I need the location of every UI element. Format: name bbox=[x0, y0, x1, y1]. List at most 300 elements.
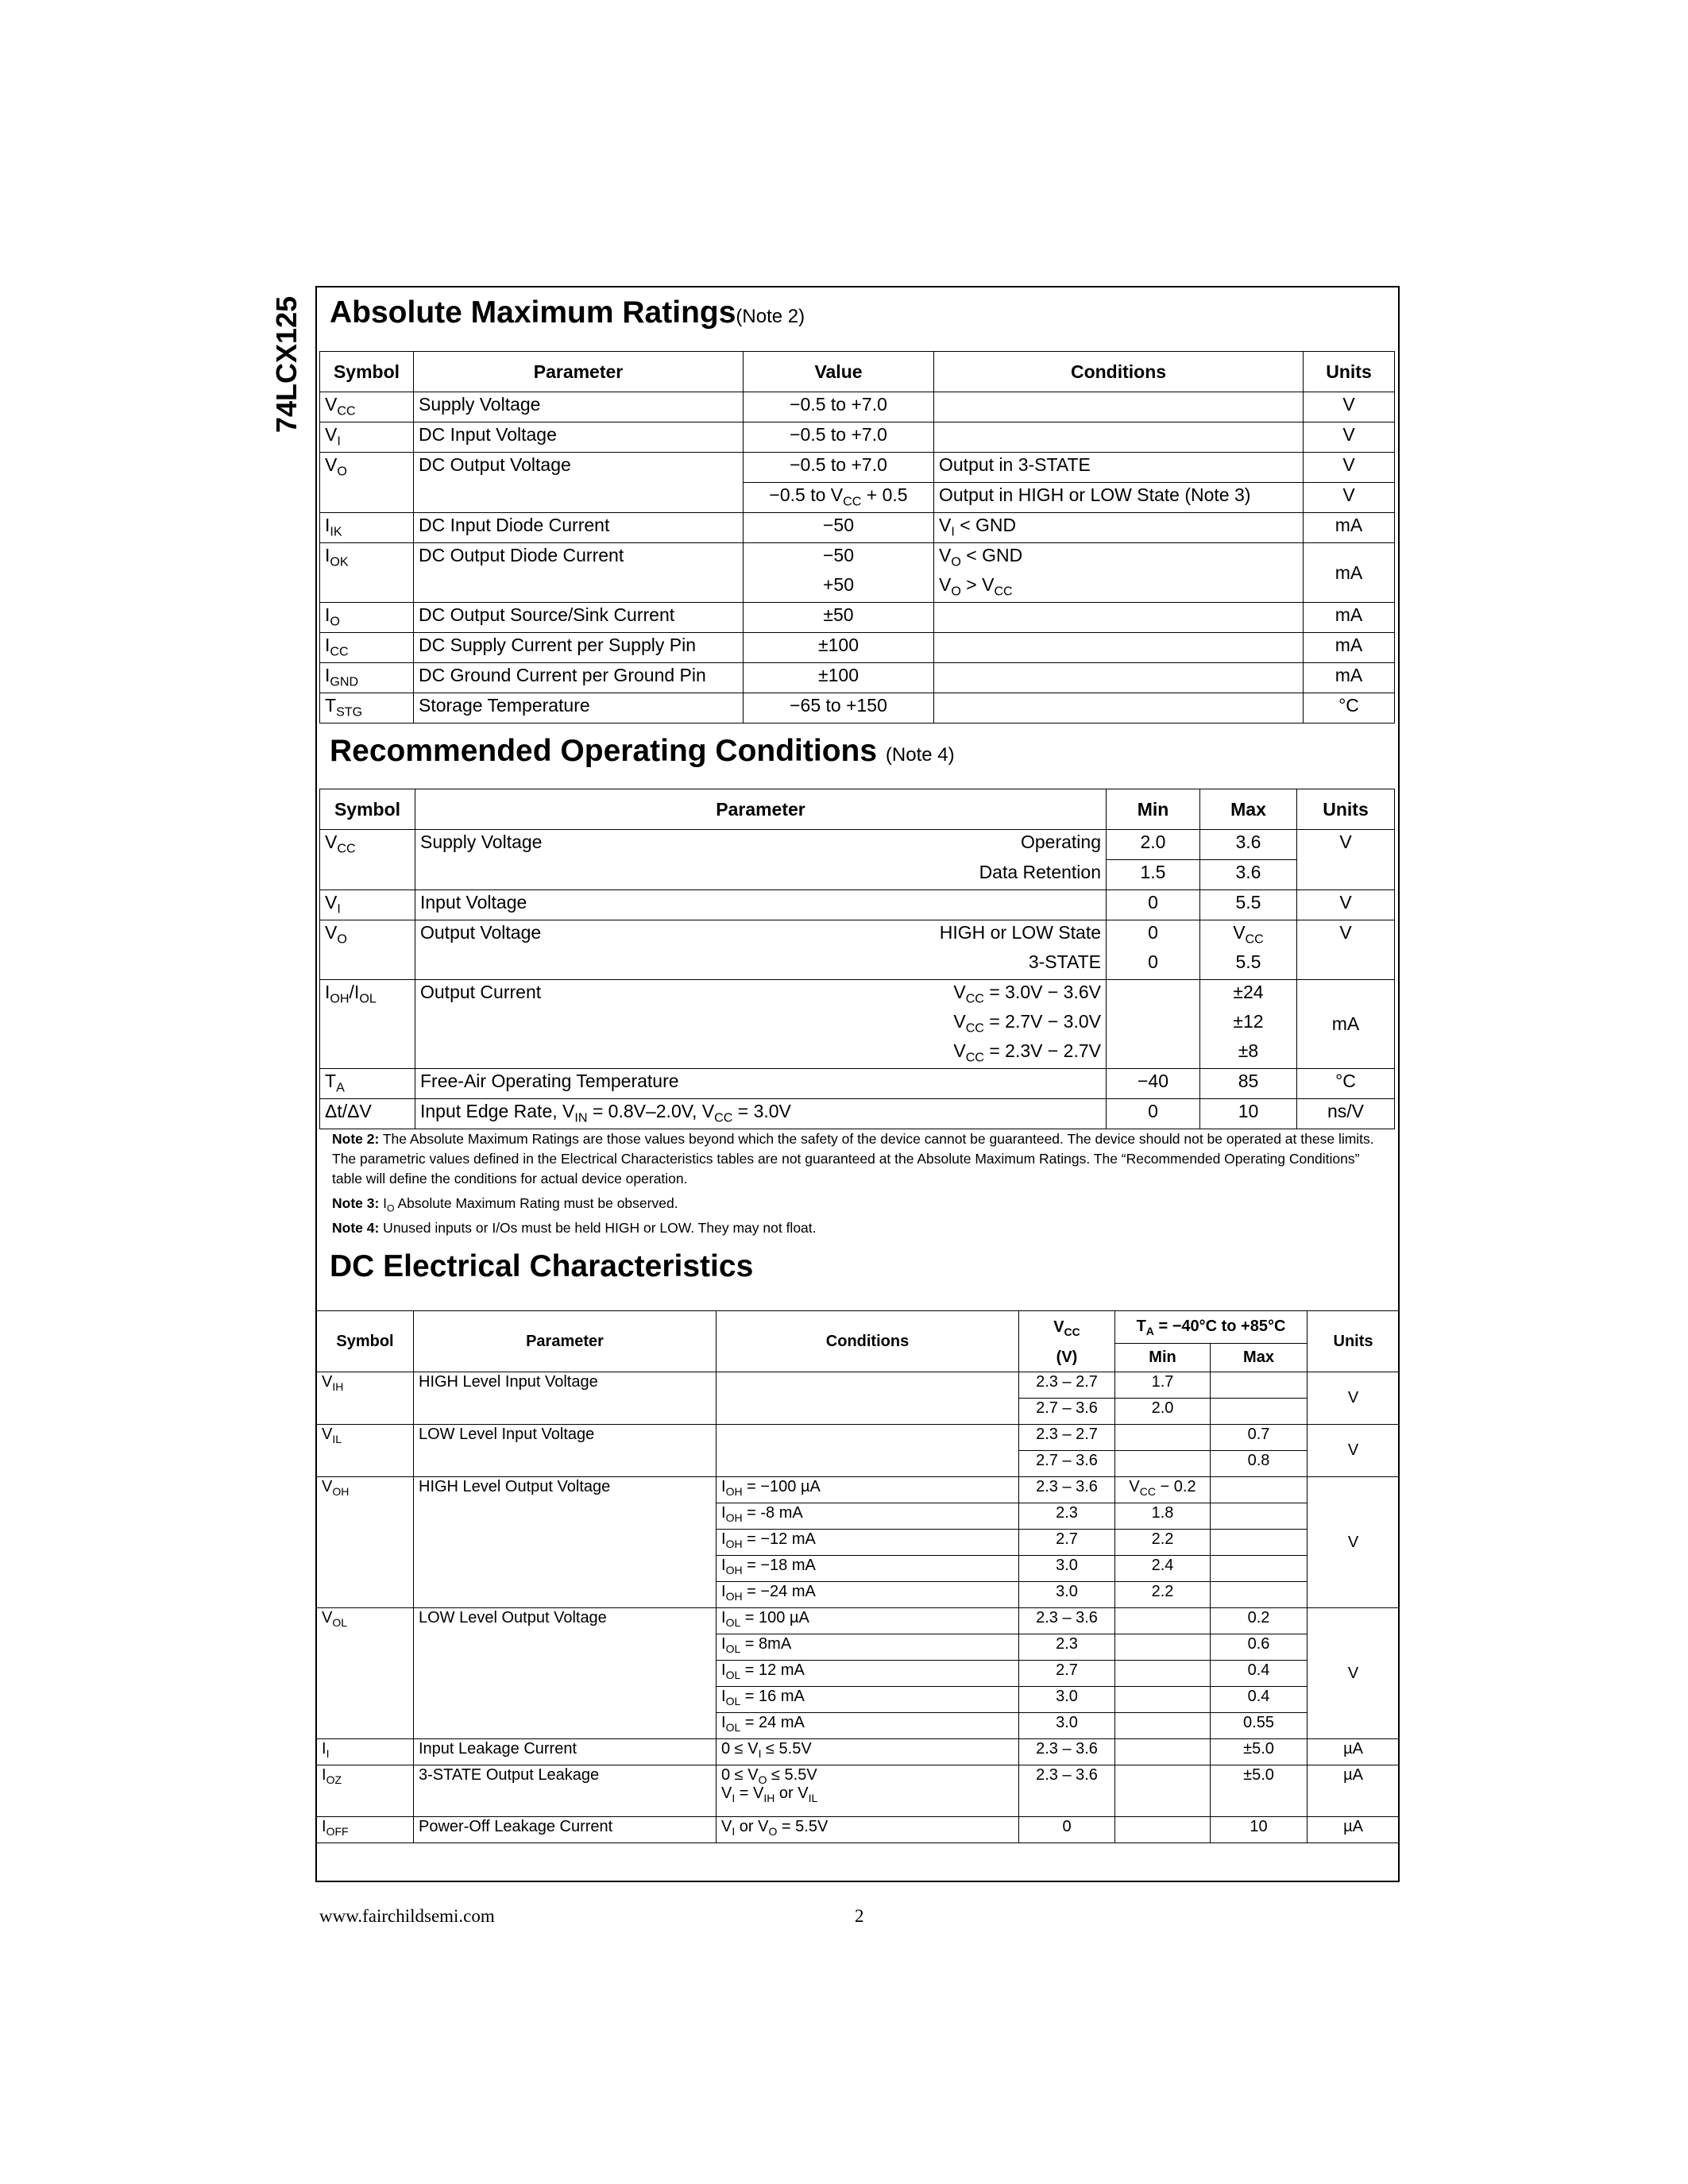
text: < GND bbox=[960, 545, 1023, 565]
table-cell: −0.5 to +7.0 bbox=[744, 423, 934, 453]
table-cell bbox=[717, 1372, 1019, 1425]
text: = 8mA bbox=[740, 1635, 792, 1653]
table-row bbox=[320, 920, 1395, 951]
text: V bbox=[953, 982, 966, 1002]
table-cell bbox=[317, 1608, 414, 1739]
table-cell: 3.0 bbox=[1019, 1713, 1115, 1739]
subscript: IN bbox=[574, 1110, 588, 1125]
subscript: OL bbox=[725, 1642, 741, 1655]
table-cell: mA bbox=[1304, 603, 1395, 633]
subscript: OL bbox=[725, 1668, 741, 1681]
table-cell: 2.3 bbox=[1019, 1503, 1115, 1530]
subscript: STG bbox=[336, 704, 363, 720]
table-row bbox=[317, 1372, 1400, 1399]
text: HIGH or LOW State bbox=[939, 922, 1101, 943]
subscript: IH bbox=[763, 1791, 775, 1804]
table-cell bbox=[320, 392, 414, 423]
text: V bbox=[1053, 1318, 1064, 1336]
text: I bbox=[325, 665, 330, 685]
subscript: IH bbox=[332, 1379, 344, 1393]
table-cell: V bbox=[1308, 1608, 1400, 1739]
subscript: CC bbox=[337, 403, 356, 419]
footer-url[interactable]: www.fairchildsemi.com bbox=[319, 1906, 495, 1926]
table-cell bbox=[1200, 920, 1297, 951]
text: = 2.3V − 2.7V bbox=[983, 1040, 1101, 1061]
table-cell: ±24 bbox=[1200, 980, 1297, 1010]
table-cell: °C bbox=[1297, 1069, 1395, 1099]
table-cell bbox=[934, 543, 1304, 573]
table-header-row bbox=[320, 789, 1395, 830]
text: = 5.5V bbox=[777, 1818, 829, 1835]
col-header bbox=[1019, 1311, 1115, 1344]
table-cell: 2.2 bbox=[1115, 1530, 1211, 1556]
table-cell: LOW Level Input Voltage bbox=[414, 1425, 717, 1477]
table-cell: LOW Level Output Voltage bbox=[414, 1608, 717, 1739]
table-cell: −65 to +150 bbox=[744, 693, 934, 723]
table-cell: ±100 bbox=[744, 663, 934, 693]
table-cell bbox=[415, 1009, 1107, 1039]
table-cell bbox=[317, 1425, 414, 1477]
table-row bbox=[320, 1039, 1395, 1069]
col-header: Units bbox=[1308, 1311, 1400, 1372]
text: + 0.5 bbox=[861, 484, 908, 505]
subscript: OH bbox=[330, 991, 350, 1006]
table-cell: −40 bbox=[1107, 1069, 1200, 1099]
table-cell bbox=[717, 1556, 1019, 1582]
text: 0 ≤ V bbox=[721, 1740, 759, 1758]
table-cell: −50 bbox=[744, 543, 934, 573]
notes-block bbox=[332, 1129, 1385, 1243]
col-header: Units bbox=[1304, 352, 1395, 392]
table-cell bbox=[414, 483, 744, 513]
text: V bbox=[322, 1609, 333, 1626]
table-cell bbox=[934, 693, 1304, 723]
table-cell: 85 bbox=[1200, 1069, 1297, 1099]
subscript: OH bbox=[725, 1511, 743, 1524]
subscript: O bbox=[337, 932, 347, 947]
roc-heading bbox=[330, 734, 955, 769]
col-header: Value bbox=[744, 352, 934, 392]
note-3 bbox=[332, 1194, 1385, 1214]
dc-electrical-characteristics-table bbox=[316, 1310, 1400, 1843]
table-cell: 2.3 – 2.7 bbox=[1019, 1425, 1115, 1451]
table-row bbox=[317, 1765, 1400, 1817]
note-2 bbox=[332, 1129, 1385, 1189]
table-row bbox=[320, 483, 1395, 513]
subscript: CC bbox=[994, 584, 1013, 599]
text: V bbox=[939, 515, 952, 535]
text: = V bbox=[735, 1785, 764, 1802]
subscript: OH bbox=[725, 1537, 743, 1550]
table-row bbox=[320, 1069, 1395, 1099]
table-cell: −0.5 to +7.0 bbox=[744, 392, 934, 423]
table-cell: 1.8 bbox=[1115, 1503, 1211, 1530]
table-cell: Output in HIGH or LOW State (Note 3) bbox=[934, 483, 1304, 513]
text: I bbox=[721, 1661, 726, 1679]
roc-title: Recommended Operating Conditions bbox=[330, 734, 878, 768]
subscript: O bbox=[951, 584, 961, 599]
table-cell: ±5.0 bbox=[1211, 1765, 1308, 1817]
table-cell: V bbox=[1297, 890, 1395, 920]
subscript: CC bbox=[1064, 1325, 1080, 1338]
subscript: CC bbox=[965, 991, 984, 1006]
table-cell: 2.0 bbox=[1115, 1399, 1211, 1425]
table-row bbox=[320, 423, 1395, 453]
table-cell bbox=[1115, 1608, 1211, 1634]
table-cell: 0 bbox=[1107, 920, 1200, 951]
recommended-operating-conditions-table bbox=[319, 789, 1395, 1129]
text: Operating bbox=[1020, 832, 1101, 852]
table-cell: V bbox=[1308, 1372, 1400, 1425]
table-cell: Storage Temperature bbox=[414, 693, 744, 723]
table-cell bbox=[717, 1477, 1019, 1503]
subscript: OZ bbox=[326, 1773, 342, 1786]
table-cell bbox=[717, 1713, 1019, 1739]
subscript: OL bbox=[332, 1615, 348, 1629]
table-row bbox=[317, 1608, 1400, 1634]
text: V bbox=[322, 1373, 333, 1391]
table-row bbox=[320, 693, 1395, 723]
text: V bbox=[953, 1011, 966, 1032]
table-cell bbox=[1211, 1477, 1308, 1503]
table-cell: 2.2 bbox=[1115, 1582, 1211, 1608]
table-cell bbox=[934, 663, 1304, 693]
table-cell: 0.7 bbox=[1211, 1425, 1308, 1451]
text: = -8 mA bbox=[742, 1504, 803, 1522]
text: Input Edge Rate, V bbox=[420, 1101, 575, 1121]
table-cell bbox=[1107, 980, 1200, 1069]
table-cell: ±50 bbox=[744, 603, 934, 633]
table-cell: ns/V bbox=[1297, 1099, 1395, 1129]
text: The Absolute Maximum Ratings are those values beyond which the safety of the device cannot be guaranteed. The device should not be operated at these limits. The parametric values defined in the Electrical Characteristics tables are not guaranteed at the Absolute Maximum Ratings. The “Recommended Operating Conditions” table will define the conditions for actual device operation. bbox=[332, 1131, 1374, 1187]
text: = 16 mA bbox=[740, 1688, 805, 1705]
subscript: OL bbox=[359, 991, 377, 1006]
table-row bbox=[317, 1817, 1400, 1843]
table-cell bbox=[1211, 1503, 1308, 1530]
text: − 0.2 bbox=[1155, 1478, 1196, 1495]
table-row bbox=[320, 453, 1395, 483]
absolute-max-ratings-table bbox=[319, 351, 1395, 723]
table-cell: 1.5 bbox=[1107, 860, 1200, 890]
text: V bbox=[325, 394, 338, 415]
table-cell bbox=[320, 693, 414, 723]
text: = 0.8V–2.0V, V bbox=[587, 1101, 715, 1121]
table-row bbox=[320, 513, 1395, 543]
text: I bbox=[721, 1635, 726, 1653]
table-cell: 3.0 bbox=[1019, 1687, 1115, 1713]
table-cell: −0.5 to +7.0 bbox=[744, 453, 934, 483]
subscript: IL bbox=[332, 1432, 342, 1445]
table-cell: µA bbox=[1308, 1765, 1400, 1817]
table-cell bbox=[1211, 1582, 1308, 1608]
table-cell bbox=[744, 483, 934, 513]
table-cell: 0.2 bbox=[1211, 1608, 1308, 1634]
table-cell bbox=[320, 453, 414, 483]
table-cell bbox=[415, 830, 1107, 860]
col-header: Symbol bbox=[320, 789, 415, 830]
text: I bbox=[721, 1504, 726, 1522]
table-cell: 2.0 bbox=[1107, 830, 1200, 860]
text: I bbox=[325, 982, 330, 1002]
table-cell bbox=[317, 1765, 414, 1817]
text: ≤ 5.5V bbox=[761, 1740, 812, 1758]
table-row bbox=[320, 830, 1395, 860]
col-header: Units bbox=[1297, 789, 1395, 830]
table-cell bbox=[320, 920, 415, 980]
col-header: Symbol bbox=[320, 352, 414, 392]
text: = 100 µA bbox=[740, 1609, 809, 1626]
table-cell: V bbox=[1308, 1477, 1400, 1608]
text: T bbox=[325, 1071, 337, 1091]
subscript: I bbox=[732, 1824, 736, 1838]
text: V bbox=[325, 424, 338, 445]
table-cell: 0.4 bbox=[1211, 1661, 1308, 1687]
table-cell bbox=[317, 1372, 414, 1425]
text: V bbox=[939, 574, 952, 595]
table-cell: DC Ground Current per Ground Pin bbox=[414, 663, 744, 693]
dc-heading: DC Electrical Characteristics bbox=[330, 1249, 754, 1283]
subscript: I bbox=[326, 1746, 330, 1760]
subscript: CC bbox=[1139, 1484, 1156, 1498]
text: I bbox=[721, 1714, 726, 1731]
table-cell bbox=[934, 603, 1304, 633]
text: or V bbox=[774, 1785, 809, 1802]
table-cell: 2.3 bbox=[1019, 1634, 1115, 1661]
table-cell: DC Input Voltage bbox=[414, 423, 744, 453]
text: V bbox=[1233, 922, 1246, 943]
table-cell bbox=[1211, 1399, 1308, 1425]
table-row bbox=[320, 392, 1395, 423]
table-cell bbox=[320, 513, 414, 543]
table-cell bbox=[1211, 1530, 1308, 1556]
table-cell: Δt/ΔV bbox=[320, 1099, 415, 1129]
text: I bbox=[322, 1766, 326, 1784]
table-cell bbox=[317, 1817, 414, 1843]
table-cell: +50 bbox=[744, 573, 934, 603]
subscript: OL bbox=[725, 1615, 741, 1629]
col-header: Conditions bbox=[934, 352, 1304, 392]
col-header: Conditions bbox=[717, 1311, 1019, 1372]
table-cell: mA bbox=[1304, 633, 1395, 663]
table-cell: 10 bbox=[1211, 1817, 1308, 1843]
text: > V bbox=[960, 574, 995, 595]
text: V bbox=[322, 1478, 333, 1495]
table-row bbox=[320, 890, 1395, 920]
text: V bbox=[325, 892, 338, 913]
table-cell: 0.6 bbox=[1211, 1634, 1308, 1661]
subscript: IL bbox=[808, 1791, 818, 1804]
text: I bbox=[721, 1478, 726, 1495]
table-cell: 2.7 – 3.6 bbox=[1019, 1399, 1115, 1425]
subscript: I bbox=[337, 901, 341, 916]
subscript: O bbox=[768, 1824, 778, 1838]
table-cell: 2.3 – 3.6 bbox=[1019, 1477, 1115, 1503]
table-cell: DC Output Voltage bbox=[414, 453, 744, 483]
table-cell bbox=[415, 1099, 1107, 1129]
text: I bbox=[322, 1818, 326, 1835]
subscript: OH bbox=[725, 1589, 743, 1603]
table-row bbox=[320, 860, 1395, 890]
table-cell: 2.7 – 3.6 bbox=[1019, 1451, 1115, 1477]
text: V bbox=[325, 454, 338, 475]
subscript: IK bbox=[330, 524, 342, 539]
text: −0.5 to V bbox=[769, 484, 844, 505]
table-cell: 2.7 bbox=[1019, 1530, 1115, 1556]
table-cell: V bbox=[1304, 483, 1395, 513]
col-header: Min bbox=[1115, 1343, 1211, 1372]
table-row bbox=[320, 663, 1395, 693]
table-cell: 0 bbox=[1107, 890, 1200, 920]
table-cell: ±12 bbox=[1200, 1009, 1297, 1039]
table-cell bbox=[1115, 1765, 1211, 1817]
text: I bbox=[325, 635, 330, 655]
table-cell bbox=[320, 543, 414, 603]
text: ≤ 5.5V bbox=[767, 1766, 817, 1784]
table-cell bbox=[320, 980, 415, 1069]
subscript: GND bbox=[330, 674, 359, 689]
table-cell: ±8 bbox=[1200, 1039, 1297, 1069]
table-cell: V bbox=[1308, 1425, 1400, 1477]
table-cell bbox=[717, 1608, 1019, 1634]
text: I bbox=[721, 1530, 726, 1548]
table-cell bbox=[320, 663, 414, 693]
table-cell bbox=[717, 1687, 1019, 1713]
table-cell: V bbox=[1304, 423, 1395, 453]
text: = 3.0V bbox=[732, 1101, 791, 1121]
table-cell bbox=[1115, 1661, 1211, 1687]
table-cell bbox=[1115, 1477, 1211, 1503]
note-4 bbox=[332, 1218, 1385, 1238]
table-row bbox=[320, 543, 1395, 573]
table-row bbox=[320, 1099, 1395, 1129]
table-cell bbox=[320, 890, 415, 920]
subscript: CC bbox=[1245, 932, 1264, 947]
table-cell: 3.0 bbox=[1019, 1582, 1115, 1608]
text: I bbox=[721, 1688, 726, 1705]
table-cell: 3.0 bbox=[1019, 1556, 1115, 1582]
table-cell: µA bbox=[1308, 1739, 1400, 1765]
table-cell: 3.6 bbox=[1200, 830, 1297, 860]
table-cell bbox=[1115, 1713, 1211, 1739]
text: Unused inputs or I/Os must be held HIGH or LOW. They may not float. bbox=[379, 1220, 817, 1236]
table-cell: 5.5 bbox=[1200, 950, 1297, 980]
table-cell: Data Retention bbox=[415, 860, 1107, 890]
table-cell bbox=[717, 1634, 1019, 1661]
text: T bbox=[1136, 1318, 1146, 1336]
table-cell: 2.3 – 3.6 bbox=[1019, 1608, 1115, 1634]
table-cell: 0.8 bbox=[1211, 1451, 1308, 1477]
subscript: OL bbox=[725, 1720, 741, 1734]
subscript: I bbox=[951, 524, 955, 539]
table-cell: DC Output Source/Sink Current bbox=[414, 603, 744, 633]
subscript: OFF bbox=[326, 1824, 349, 1838]
table-cell bbox=[1115, 1425, 1211, 1451]
text: Note 4: bbox=[332, 1220, 380, 1236]
text: Absolute Maximum Rating must be observed. bbox=[394, 1195, 678, 1211]
text: = −40°C to +85°C bbox=[1153, 1318, 1286, 1336]
subscript: A bbox=[1145, 1325, 1154, 1338]
table-cell bbox=[415, 1039, 1107, 1069]
table-row bbox=[320, 603, 1395, 633]
table-cell bbox=[317, 1477, 414, 1608]
table-cell: Free-Air Operating Temperature bbox=[415, 1069, 1107, 1099]
text: I bbox=[325, 545, 330, 565]
table-cell bbox=[415, 980, 1107, 1010]
table-row bbox=[317, 1425, 1400, 1451]
subscript: OL bbox=[725, 1694, 741, 1707]
text: or V bbox=[735, 1818, 769, 1835]
table-cell: ±5.0 bbox=[1211, 1739, 1308, 1765]
table-cell bbox=[1115, 1451, 1211, 1477]
text: = −24 mA bbox=[742, 1583, 816, 1600]
col-header: Max bbox=[1200, 789, 1297, 830]
text: = 3.0V − 3.6V bbox=[983, 982, 1101, 1002]
col-header: Parameter bbox=[415, 789, 1107, 830]
table-cell: 3-STATE Output Leakage bbox=[414, 1765, 717, 1817]
text: I bbox=[721, 1583, 726, 1600]
text: = −12 mA bbox=[742, 1530, 816, 1548]
subscript: O bbox=[337, 464, 347, 479]
text: V bbox=[939, 545, 952, 565]
text: Note 3: bbox=[332, 1195, 380, 1211]
col-header: Max bbox=[1211, 1343, 1308, 1372]
col-header: (V) bbox=[1019, 1343, 1115, 1372]
col-header bbox=[1115, 1311, 1308, 1344]
table-cell: Input Leakage Current bbox=[414, 1739, 717, 1765]
table-row bbox=[320, 950, 1395, 980]
table-cell bbox=[934, 423, 1304, 453]
table-row bbox=[320, 980, 1395, 1010]
col-header: Symbol bbox=[317, 1311, 414, 1372]
text: I bbox=[325, 515, 330, 535]
table-header-row bbox=[317, 1311, 1400, 1344]
table-cell: 0 bbox=[1107, 950, 1200, 980]
table-cell: mA bbox=[1304, 513, 1395, 543]
table-cell: DC Output Diode Current bbox=[414, 543, 744, 603]
table-cell: 0 bbox=[1107, 1099, 1200, 1129]
table-cell: °C bbox=[1304, 693, 1395, 723]
table-cell: 10 bbox=[1200, 1099, 1297, 1129]
table-cell: V bbox=[1297, 920, 1395, 980]
text: T bbox=[325, 695, 337, 716]
table-cell: Power-Off Leakage Current bbox=[414, 1817, 717, 1843]
table-cell: −50 bbox=[744, 513, 934, 543]
col-header: Min bbox=[1107, 789, 1200, 830]
table-cell: µA bbox=[1308, 1817, 1400, 1843]
table-cell: 2.3 – 2.7 bbox=[1019, 1372, 1115, 1399]
table-cell bbox=[717, 1661, 1019, 1687]
table-cell bbox=[717, 1582, 1019, 1608]
table-row bbox=[320, 1009, 1395, 1039]
table-cell bbox=[1211, 1372, 1308, 1399]
amr-note: (Note 2) bbox=[736, 306, 805, 327]
table-cell bbox=[934, 392, 1304, 423]
table-cell bbox=[717, 1425, 1019, 1477]
subscript: O bbox=[387, 1202, 395, 1214]
table-cell: Output in 3-STATE bbox=[934, 453, 1304, 483]
text: Note 2: bbox=[332, 1131, 380, 1147]
table-cell: V bbox=[1304, 392, 1395, 423]
text: V bbox=[322, 1426, 333, 1443]
table-cell: mA bbox=[1304, 663, 1395, 693]
table-cell: V bbox=[1304, 453, 1395, 483]
table-cell bbox=[320, 633, 414, 663]
table-cell bbox=[1115, 1634, 1211, 1661]
table-cell bbox=[717, 1503, 1019, 1530]
table-cell: HIGH Level Output Voltage bbox=[414, 1477, 717, 1608]
table-cell: DC Supply Current per Supply Pin bbox=[414, 633, 744, 663]
table-cell bbox=[934, 573, 1304, 603]
